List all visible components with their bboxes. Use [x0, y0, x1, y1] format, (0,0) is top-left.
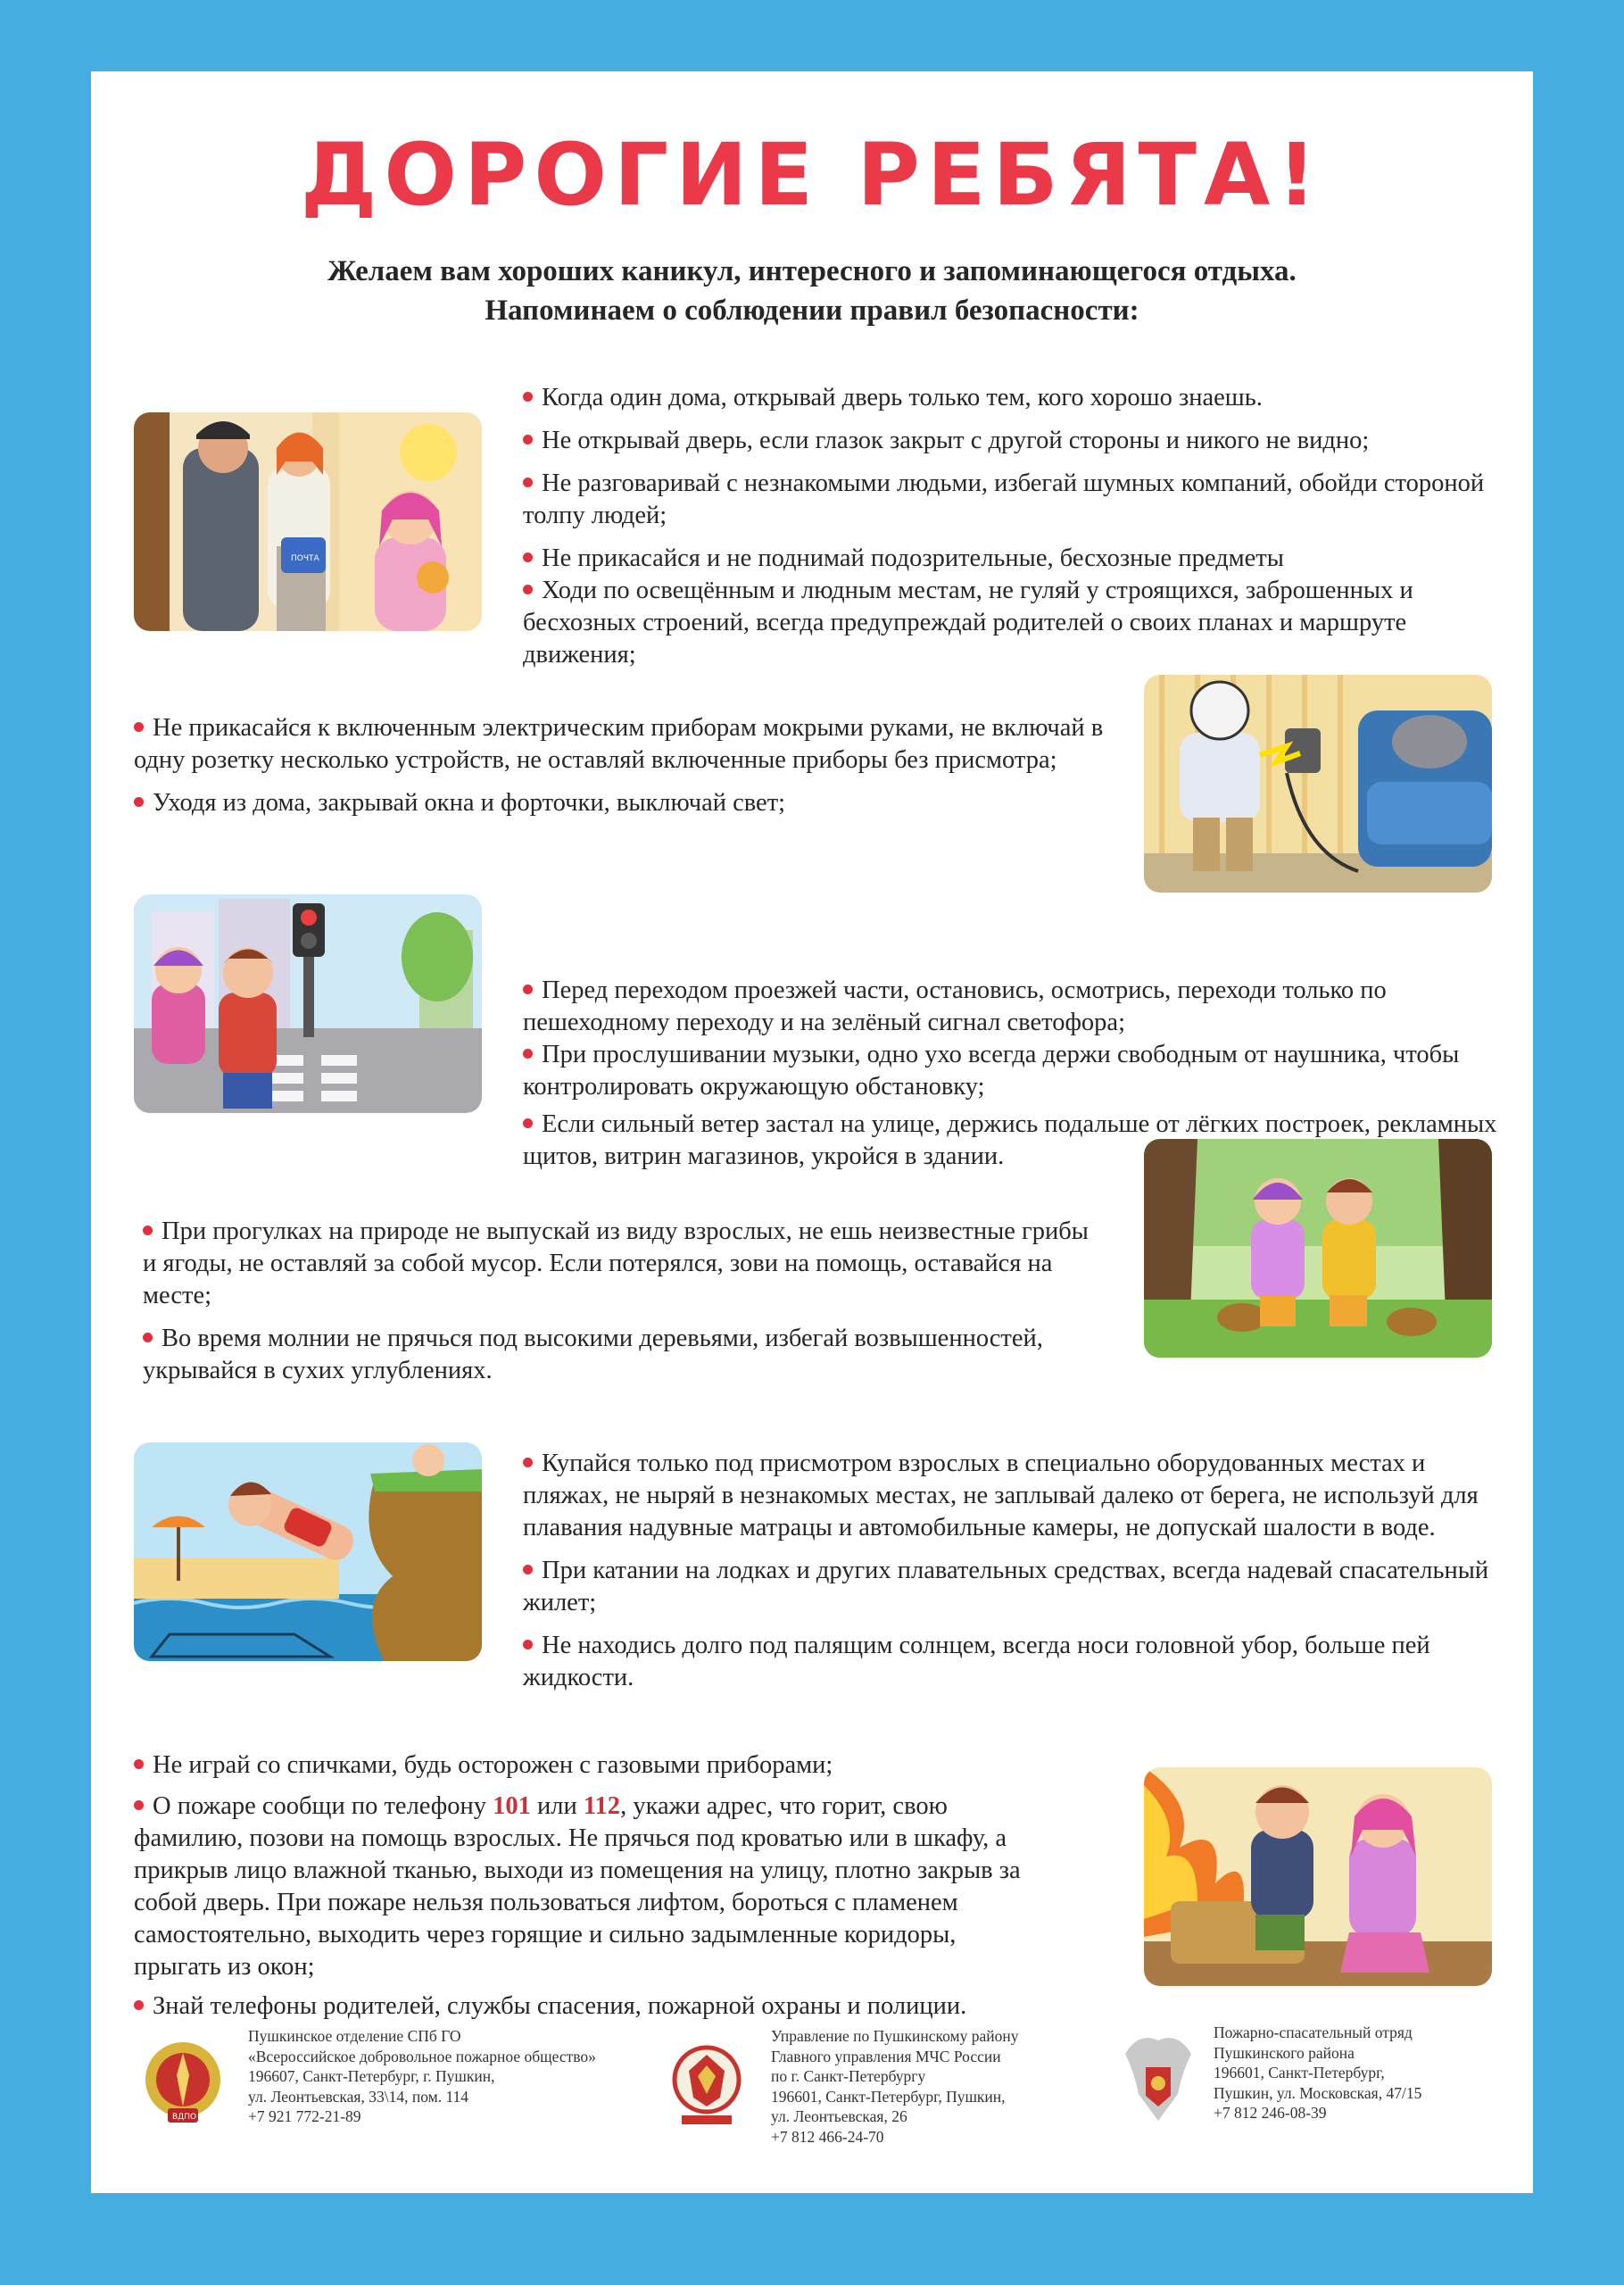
- safety-item: При прогулках на природе не выпускай из виду взрослых, не ешь неизвестные грибы и ягоды, не оставляй за собой мусор. Если потерялся, зови на помощь, оставайся на месте;: [143, 1217, 1089, 1309]
- intro-line-2: Напоминаем о соблюдении правил безопасности:: [485, 295, 1139, 327]
- bullet-dot: [523, 553, 533, 562]
- intro-text: [91, 252, 1533, 330]
- safety-item: Уходя из дома, закрывай окна и форточки, выключай свет;: [134, 787, 1115, 819]
- bullet-dot: [523, 1458, 533, 1467]
- safety-item: Не прикасайся и не поднимай подозрительные, бесхозные предметы: [523, 543, 1496, 575]
- safety-list-water: [523, 1448, 1513, 1705]
- bullet-dot: [134, 1800, 144, 1810]
- safety-item: Перед переходом проезжей части, остановись, осмотрись, переходи только по пешеходному переходу и на зелёный сигнал светофора;: [523, 976, 1387, 1036]
- bullet-dot: [523, 435, 533, 445]
- road-crossing-illustration: [134, 894, 482, 1113]
- safety-item: Не играй со спичками, будь осторожен с газовыми приборами;: [134, 1749, 1133, 1782]
- safety-list-fire: [134, 1749, 1133, 2033]
- mail-bag-label: ПОЧТА: [291, 554, 319, 563]
- safety-list-home: [523, 382, 1496, 682]
- safety-item: Не разговаривай с незнакомыми людьми, избегай шумных компаний, обойди стороной толпу людей;: [523, 469, 1485, 529]
- safety-list-nature: [143, 1216, 1106, 1398]
- bullet-dot: [523, 392, 533, 402]
- safety-item: О пожаре сообщи по телефону 101 или 112, укажи адрес, что горит, свою фамилию, позови на помощь взрослых. Не прячься под кроватью или в шкафу, а прикрыв лицо влажной тканью, выходи из помещения на улицу, плотно закрыв за собой дверь. При пожаре нельзя пользоваться лифтом, бороться с пламенем самостоятельно, выходить через горящие и сильно задымленные коридоры, прыгать из окон;: [134, 1792, 1021, 1981]
- bullet-dot: [134, 1759, 144, 1769]
- safety-item: Знай телефоны родителей, службы спасения, пожарной охраны и полиции.: [134, 1990, 1133, 2023]
- safety-item: Во время молнии не прячься под высокими деревьями, избегай возвышенностей, укрывайся в сухих углублениях.: [143, 1325, 1043, 1384]
- bullet-dot: [523, 985, 533, 994]
- safety-item: Не находись долго под палящим солнцем, всегда носи головной убор, больше пей жидкости.: [523, 1632, 1430, 1691]
- bullet-dot: [523, 1118, 533, 1128]
- bullet-dot: [523, 478, 533, 487]
- bullet-dot: [134, 722, 144, 732]
- bullet-dot: [523, 585, 533, 594]
- emergency-phone-112: 112: [583, 1792, 621, 1820]
- stranger-at-door-illustration: [134, 412, 482, 631]
- safety-item: Если сильный ветер застал на улице, держись подальше от лёгких построек, рекламных щитов, витрин магазинов, укройся в здании.: [523, 1110, 1497, 1170]
- bullet-dot: [143, 1333, 153, 1342]
- fire-phone-101: 101: [493, 1792, 531, 1820]
- lost-in-forest-illustration: [1144, 1139, 1492, 1358]
- safety-item: Не открывай дверь, если глазок закрыт с другой стороны и никого не видно;: [523, 425, 1496, 457]
- footer-org-mchs: Управление по Пушкинскому району Главного управления МЧС России по г. Санкт-Петербургу 196601, Санкт-Петербург, Пушкин, ул. Леонтьевская, 26 +7 812 466-24-70: [771, 2027, 1019, 2146]
- bullet-dot: [134, 797, 144, 807]
- safety-item: Ходи по освещённым и людным местам, не гуляй у строящихся, заброшенных и бесхозных строений, всегда предупреждай родителей о своих планах и маршруте движения;: [523, 577, 1413, 669]
- fire-rescue-eagle-emblem: [1121, 2032, 1196, 2130]
- mchs-emblem: [671, 2035, 742, 2133]
- bullet-dot: [523, 1640, 533, 1649]
- intro-line-1: Желаем вам хороших каникул, интересного и запоминающегося отдыха.: [327, 255, 1297, 287]
- diving-illustration: [134, 1442, 482, 1661]
- safety-item: Купайся только под присмотром взрослых в специально оборудованных местах и пляжах, не ныряй в незнакомых местах, не заплывай далеко от берега, не используй для плавания надувные матрацы и автомобильные камеры, не допускай шалости в воде.: [523, 1450, 1479, 1541]
- poster-page: [91, 71, 1533, 2193]
- safety-item: При катании на лодках и других плавательных средствах, всегда надевай спасательный жилет;: [523, 1557, 1489, 1616]
- electric-shock-illustration: [1144, 675, 1492, 893]
- safety-item: Когда один дома, открывай дверь только тем, кого хорошо знаешь.: [523, 382, 1496, 414]
- bullet-dot: [143, 1226, 153, 1235]
- footer-org-vdpo: Пушкинское отделение СПб ГО «Всероссийское добровольное пожарное общество» 196607, Санкт-Петербург, г. Пушкин, ул. Леонтьевская, 33\14, пом. 114 +7 921 772-21-89: [248, 2027, 596, 2125]
- vdpo-emblem: [143, 2035, 223, 2128]
- bullet-dot: [134, 2000, 144, 2010]
- bullet-dot: [523, 1565, 533, 1575]
- bullet-dot: [523, 1049, 533, 1059]
- vdpo-emblem-text: ВДПО: [172, 2113, 197, 2122]
- safety-list-electricity: [134, 712, 1115, 830]
- house-fire-illustration: [1144, 1767, 1492, 1986]
- poster-title: ДОРОГИЕ РЕБЯТА!: [300, 125, 1324, 225]
- footer-org-fire-rescue: Пожарно-спасательный отряд Пушкинского района 196601, Санкт-Петербург, Пушкин, ул. Московская, 47/15 +7 812 246-08-39: [1214, 2023, 1422, 2122]
- safety-item: При прослушивании музыки, одно ухо всегда держи свободным от наушника, чтобы контролировать окружающую обстановку;: [523, 1041, 1460, 1101]
- safety-item: Не прикасайся к включенным электрическим приборам мокрыми руками, не включай в одну розетку несколько устройств, не оставляй включенные приборы без присмотра;: [134, 714, 1104, 774]
